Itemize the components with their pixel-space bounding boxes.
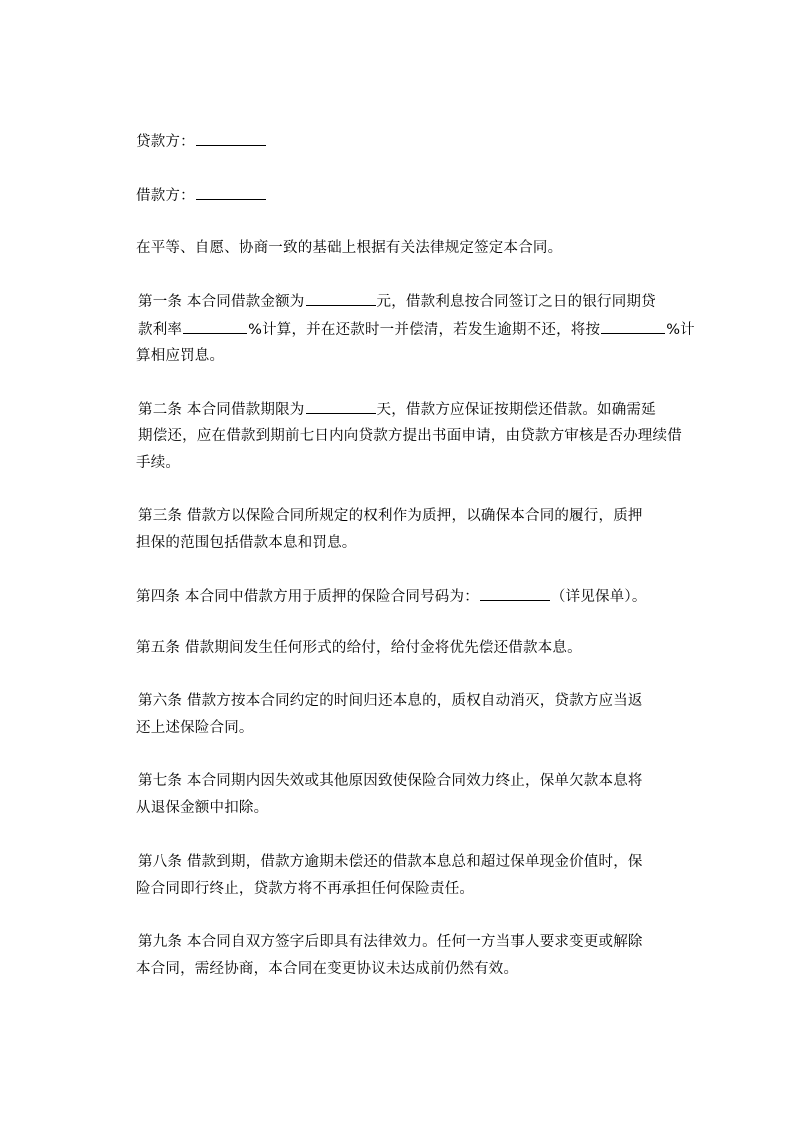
article-7-line-2: 从退保金额中扣除。 xyxy=(136,800,269,816)
article-8-line-2: 险合同即行终止，贷款方将不再承担任何保险责任。 xyxy=(136,881,475,897)
lender-blank xyxy=(196,130,266,146)
article-3-line-1: 第三条 借款方以保险合同所规定的权利作为质押，以确保本合同的履行，质押 xyxy=(138,508,643,524)
article-3-line-2: 担保的范围包括借款本息和罚息。 xyxy=(136,535,357,551)
article-6-line-1: 第六条 借款方按本合同约定的时间归还本息的，质权自动消灭，贷款方应当返 xyxy=(138,693,643,709)
article-5-line-1: 第五条 借款期间发生任何形式的给付，给付金将优先偿还借款本息。 xyxy=(136,640,582,656)
borrower-label: 借款方： xyxy=(136,188,195,204)
borrower-line xyxy=(136,184,267,207)
article-9-line-1: 第九条 本合同自双方签字后即具有法律效力。任何一方当事人要求变更或解除 xyxy=(138,934,643,950)
loan-amount-blank xyxy=(306,290,376,306)
article-1-line-1: 第一条 本合同借款金额为 元，借款利息按合同签订之日的银行同期贷 xyxy=(138,290,656,313)
borrower-blank xyxy=(196,184,266,200)
article-1-line-3: 算相应罚息。 xyxy=(136,348,225,364)
article-2-line-1: 第二条 本合同借款期限为 天，借款方应保证按期偿还借款。如确需延 xyxy=(138,398,656,421)
article-2-line-3: 手续。 xyxy=(136,455,181,471)
preamble: 在平等、自愿、协商一致的基础上根据有关法律规定签定本合同。 xyxy=(136,240,563,256)
article-8-line-1: 第八条 借款到期，借款方逾期未偿还的借款本息总和超过保单现金价值时，保 xyxy=(138,854,643,870)
policy-number-blank xyxy=(480,585,550,601)
article-1-line-2: 款利率 %计算，并在还款时一并偿清，若发生逾期不还，将按 %计 xyxy=(138,318,695,341)
article-2-line-2: 期偿还，应在借款到期前七日内向贷款方提出书面申请，由贷款方审核是否办理续借 xyxy=(138,428,682,444)
lender-label: 贷款方： xyxy=(136,134,195,150)
article-6-line-2: 还上述保险合同。 xyxy=(136,720,254,736)
loan-term-blank xyxy=(306,398,376,414)
lender-line xyxy=(136,130,267,153)
article-4-line-1: 第四条 本合同中借款方用于质押的保险合同号码为： （详见保单）。 xyxy=(136,585,647,608)
article-9-line-2: 本合同，需经协商，本合同在变更协议未达成前仍然有效。 xyxy=(136,961,519,977)
article-7-line-1: 第七条 本合同期内因失效或其他原因致使保险合同效力终止，保单欠款本息将 xyxy=(138,773,643,789)
interest-rate-blank xyxy=(183,318,247,334)
penalty-rate-blank xyxy=(601,318,665,334)
